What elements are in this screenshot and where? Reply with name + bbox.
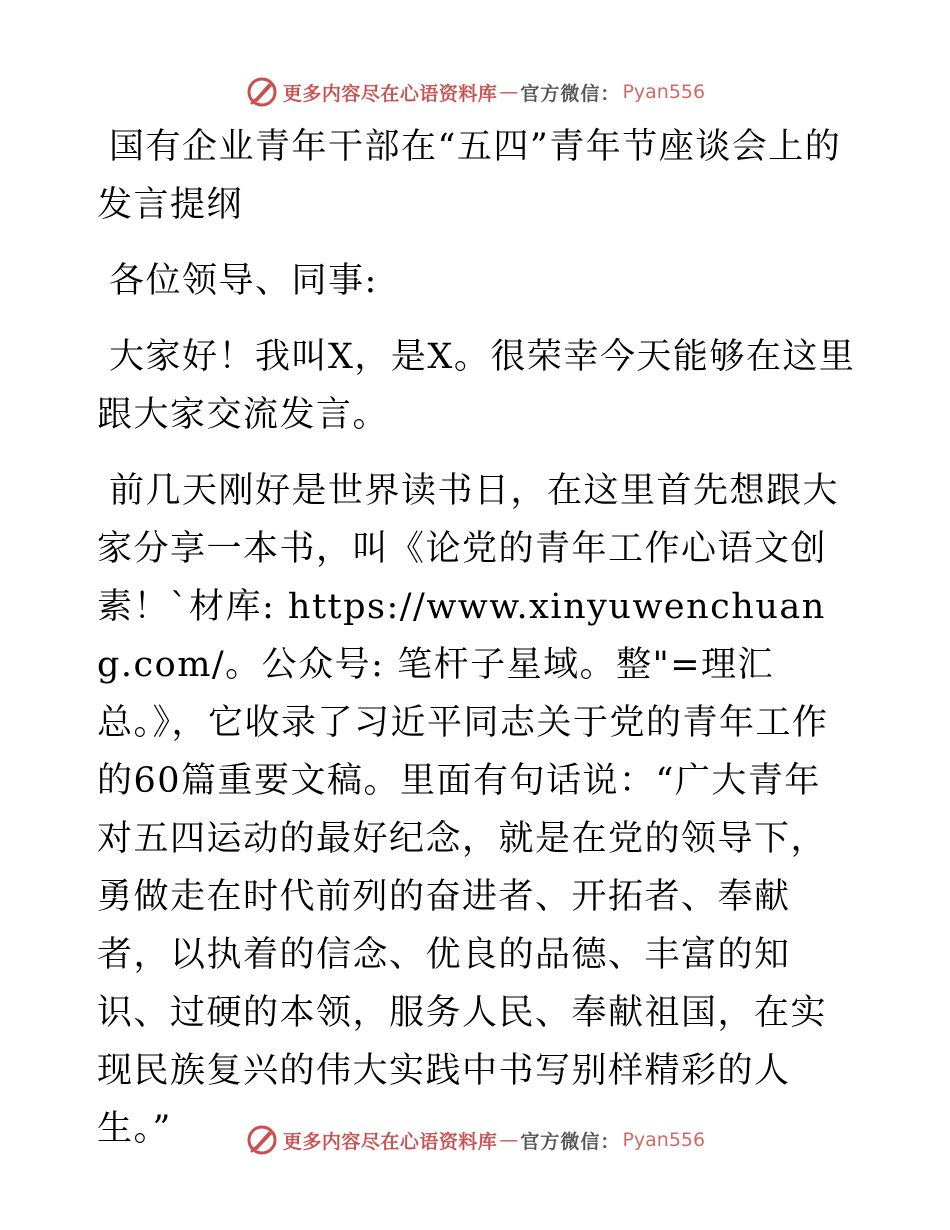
footer-watermark: [0, 1120, 950, 1160]
header-watermark: [0, 72, 950, 112]
watermark-dash: —: [499, 1129, 519, 1151]
intro-paragraph: 大家好！我叫X，是X。很荣幸今天能够在这里跟大家交流发言。: [97, 337, 856, 435]
watermark-wechat-id: Pyan556: [622, 1129, 706, 1151]
greeting-paragraph: 各位领导、同事:: [109, 261, 378, 301]
watermark-wechat-id: Pyan556: [622, 81, 706, 103]
document-body: [97, 118, 857, 1176]
watermark-main-text: 更多内容尽在心语资料库: [282, 82, 498, 105]
watermark-dash: —: [499, 81, 519, 103]
watermark-wechat-label: 官方微信：: [520, 82, 621, 105]
body-paragraph: 前几天刚好是世界读书日，在这里首先想跟大家分享一本书，叫《论党的青年工作心语文创素！`材库: https://www.xinyuwenchuang.com/。公众号: 笔杆子星域。整"=理汇总。》，它收录了习近平同志关于党的青年工作的60篇重要文稿。里面有句话说：“广大青年对五四运动的最好纪念，就是在党的领导下，勇做走在时代前列的奋进者、开拓者、奉献者，以执着的信念、优良的品德、丰富的知识、过硬的本领，服务人民、奉献祖国，在实现民族复兴的伟大实践中书写别样精彩的人生。”: [97, 471, 840, 1149]
quill-logo-icon: [245, 75, 279, 109]
document-title: 国有企业青年干部在“五四”青年节座谈会上的发言提纲: [97, 127, 842, 225]
quill-logo-icon: [245, 1123, 279, 1157]
watermark-main-text: 更多内容尽在心语资料库: [282, 1130, 498, 1153]
watermark-wechat-label: 官方微信：: [520, 1130, 621, 1153]
